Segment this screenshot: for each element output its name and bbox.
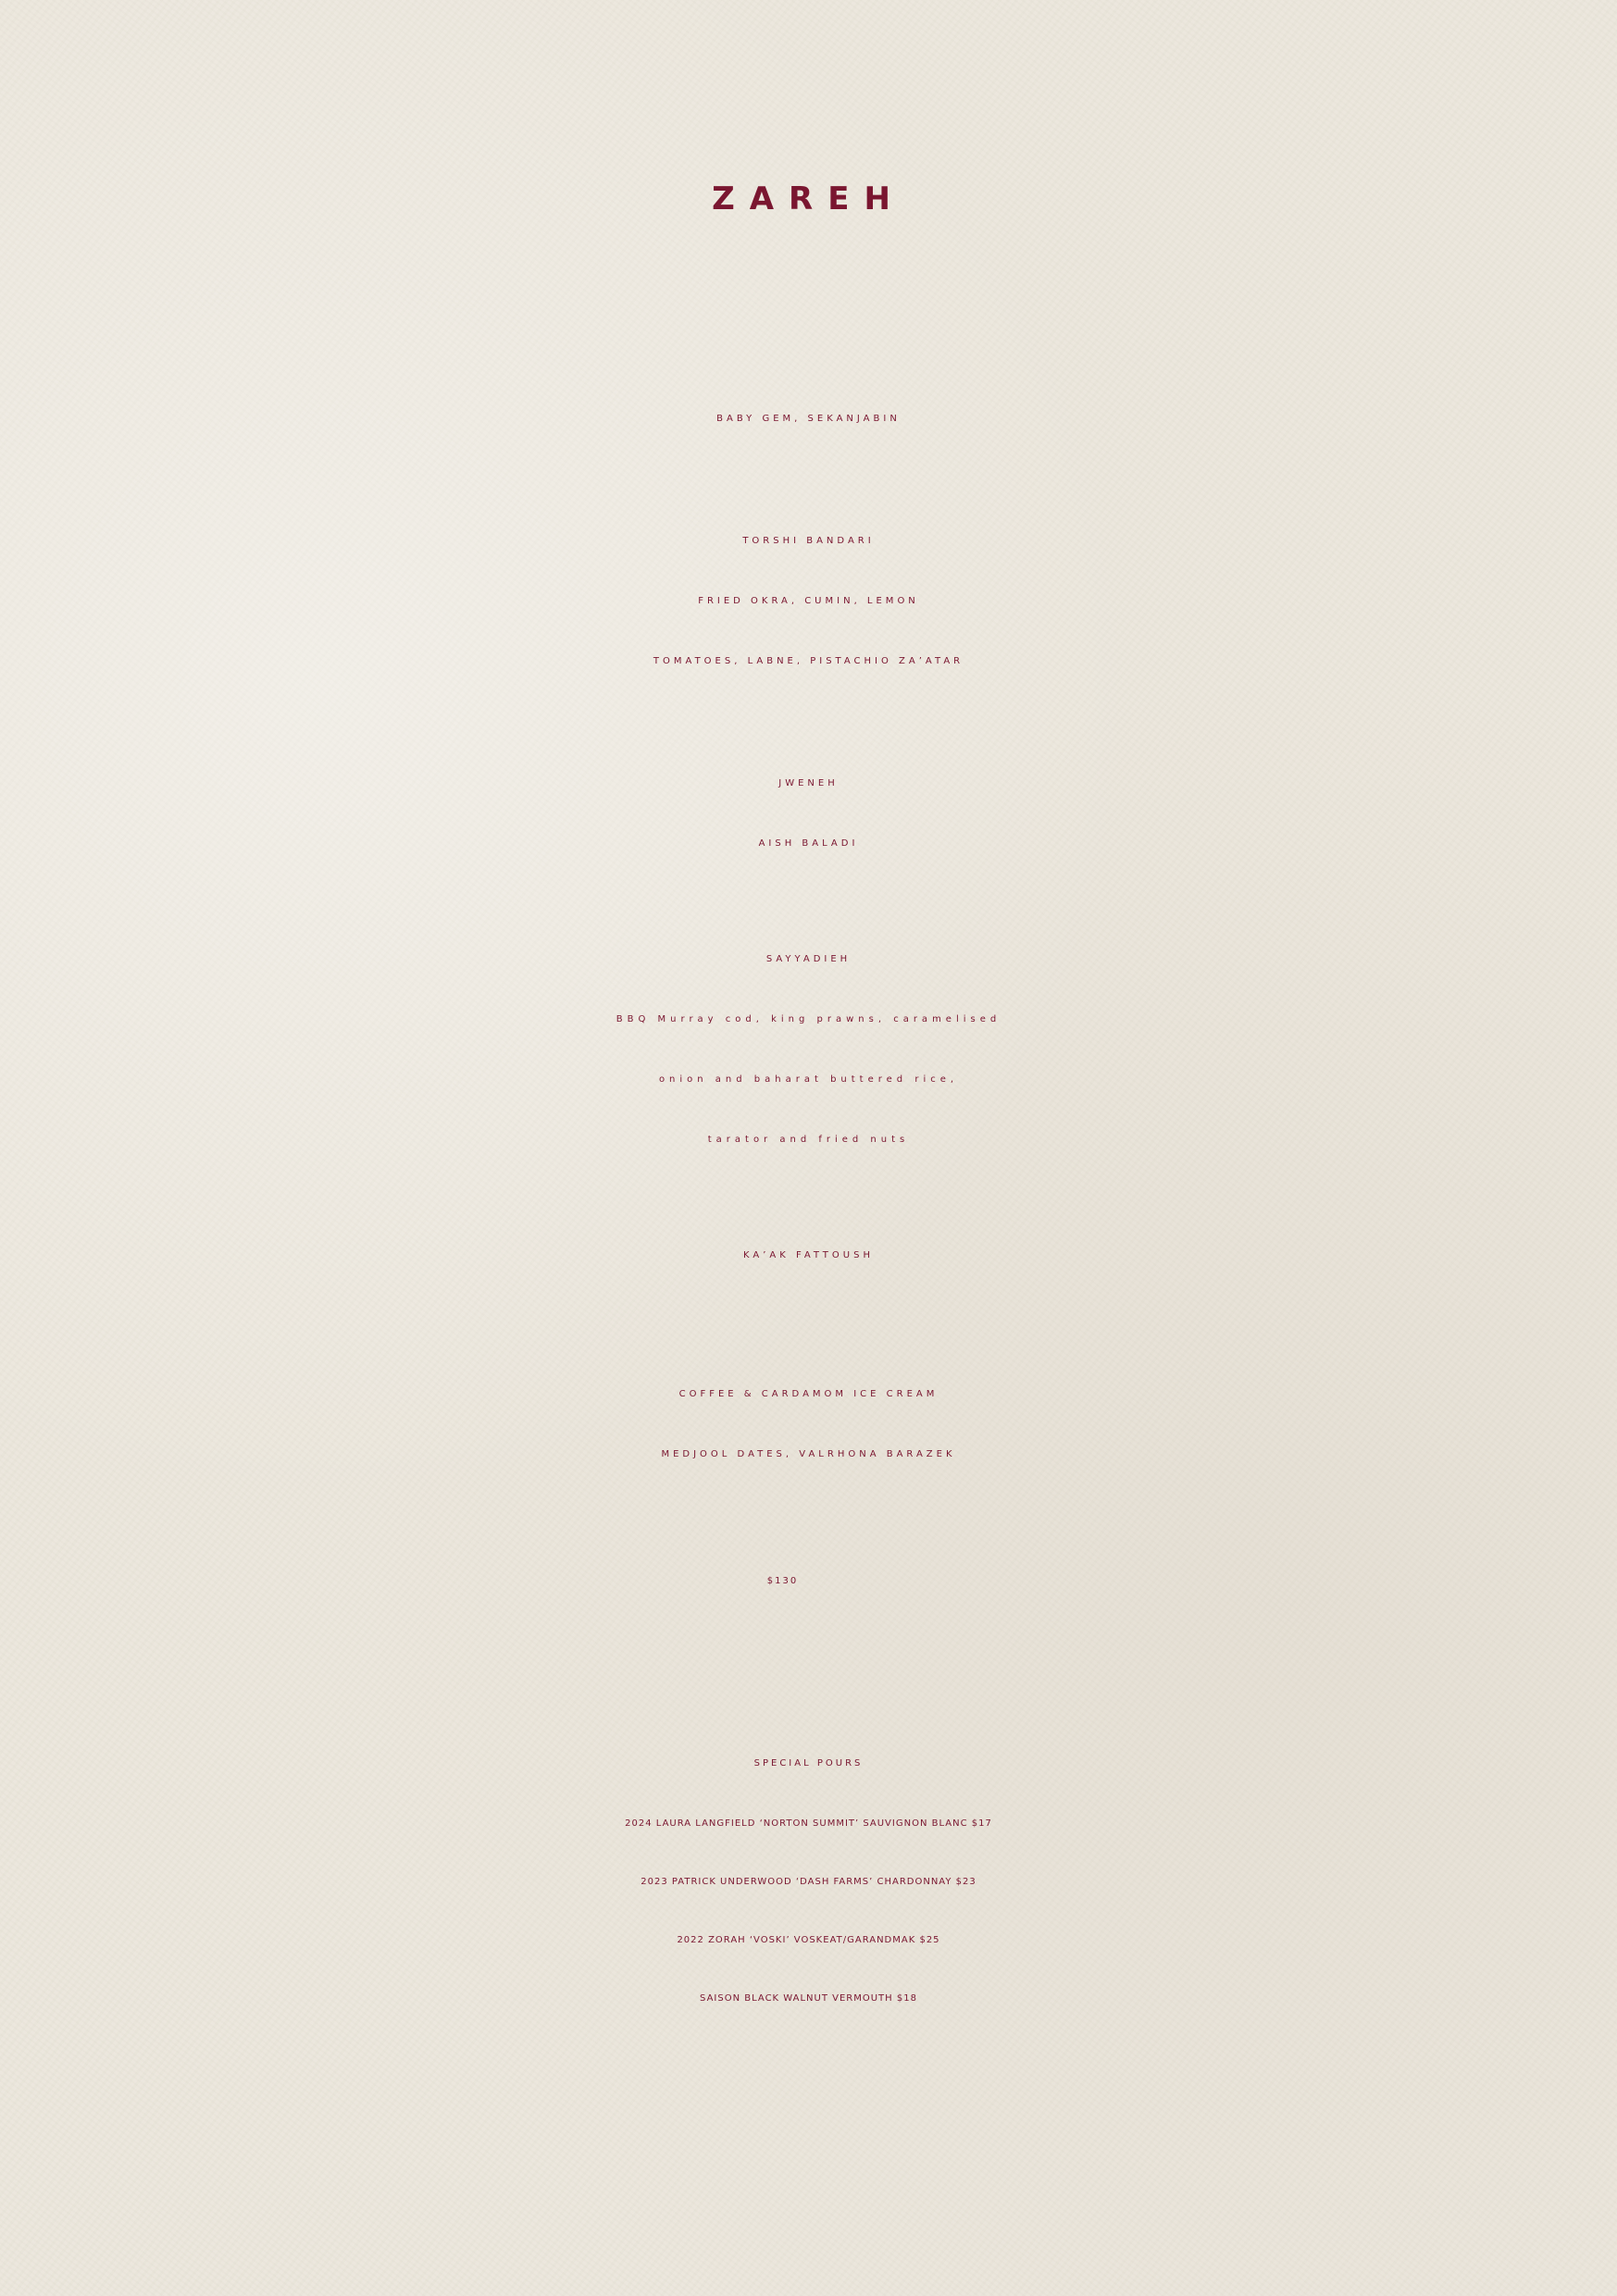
course-2-dish-3: TOMATOES, LABNE, PISTACHIO ZA’ATAR <box>653 656 964 666</box>
menu-price: $130 <box>766 1576 799 1586</box>
special-pours-title: SPECIAL POURS <box>753 1758 864 1769</box>
course-6-dish-1: COFFEE & CARDAMOM ICE CREAM <box>678 1389 939 1399</box>
special-pour-item: SAISON BLACK WALNUT VERMOUTH $18 <box>700 1993 917 2004</box>
course-4-title: SAYYADIEH <box>765 954 852 964</box>
special-pour-item: 2024 LAURA LANGFIELD ‘NORTON SUMMIT’ SAUVIGNON BLANC $17 <box>625 1818 992 1829</box>
course-2-dish-1: TORSHI BANDARI <box>742 536 875 546</box>
course-2-dish-2: FRIED OKRA, CUMIN, LEMON <box>698 596 919 606</box>
course-4-description-1: BBQ Murray cod, king prawns, caramelised <box>616 1014 1001 1024</box>
restaurant-logo: ZAREH <box>712 180 905 217</box>
course-4-description-3: tarator and fried nuts <box>707 1135 910 1145</box>
course-6-dish-2: MEDJOOL DATES, VALRHONA BARAZEK <box>661 1449 956 1459</box>
special-pour-item: 2022 ZORAH ‘VOSKI’ VOSKEAT/GARANDMAK $25 <box>677 1935 940 1945</box>
course-4-description-2: onion and baharat buttered rice, <box>658 1074 959 1085</box>
course-1-dish: BABY GEM, SEKANJABIN <box>716 414 901 424</box>
course-5-dish: KA’AK FATTOUSH <box>743 1250 874 1260</box>
course-3-dish-2: AISH BALADI <box>758 838 859 849</box>
course-3-dish-1: JWENEH <box>778 778 839 788</box>
special-pour-item: 2023 PATRICK UNDERWOOD ‘DASH FARMS’ CHARDONNAY $23 <box>641 1877 976 1887</box>
